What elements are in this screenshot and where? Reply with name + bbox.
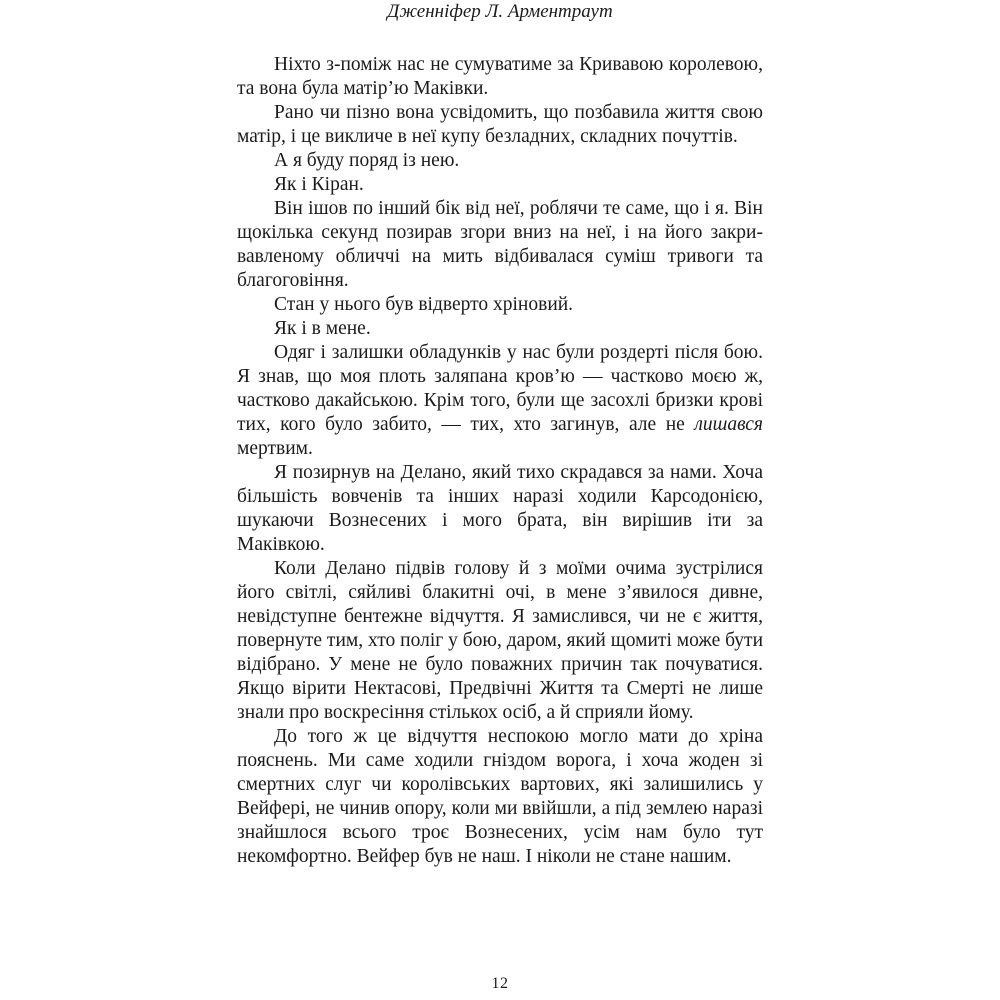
- paragraph: [237, 557, 763, 725]
- page-number: 12: [491, 975, 509, 992]
- text-segment: Одяг і залишки обладунків у нас були роздерті після бою. Я знав, що моя плоть заляпана кров’ю — частково моєю ж, частково дакайською. Крім того, були ще засохлі бризки крові тих, кого було забито, — тих, хто загинув, але не: [237, 342, 763, 435]
- text-segment: До того ж це відчуття неспокою могло мати до хріна пояснень. Ми саме ходили гніздом ворога, і хоча жоден зі смертних слуг чи королівських вартових, які залишились у Вейфері, не чинив опору, коли ми ввійшли, а під землею наразі знайшлося всього троє Вознесених, усім нам було тут некомфортно. Вейфер був не наш. І ніколи не стане нашим.: [237, 726, 763, 867]
- paragraph: [237, 197, 763, 293]
- text-segment: Коли Делано підвів голову й з моїми очима зустрілися його світлі, сяйливі блакитні очі, в мене з’явилося дивне, невідступне бентежне відчуття. Я замислився, чи не є життя, повернуте тим, хто поліг у бою, даром, який щомиті може бути відібрано. У мене не було поважних причин так почуватися. Якщо вірити Нектасові, Предвічні Життя та Смерті не лише знали про воскресіння стількох осіб, а й сприяли йому.: [237, 558, 763, 723]
- text-segment: Я позирнув на Делано, який тихо скрадався за нами. Хоча більшість вовченів та інших наразі ходили Карсодонією, шукаючи Вознесених і мого брата, він вирішив іти за Маківкою.: [237, 462, 763, 555]
- text-segment: Рано чи пізно вона усвідомить, що позбавила життя свою матір, і це викличе в неї купу безладних, складних почуттів.: [237, 102, 763, 147]
- italic-text-segment: лишався: [694, 414, 763, 435]
- paragraph: [237, 341, 763, 461]
- text-segment: Як і Кіран.: [274, 174, 364, 195]
- paragraph: [237, 173, 763, 197]
- paragraph: [237, 53, 763, 101]
- text-segment: Як і в мене.: [274, 318, 371, 339]
- text-segment: Стан у нього був відверто хріновий.: [274, 294, 574, 315]
- running-header: Дженніфер Л. Арментраут: [387, 1, 613, 22]
- text-segment: Ніхто з-поміж нас не сумуватиме за Кривавою королевою, та вона була матір’ю Маківки.: [237, 54, 763, 99]
- paragraph: [237, 317, 763, 341]
- body-text: [237, 53, 763, 869]
- text-segment: Він ішов по інший бік від неї, роблячи те саме, що і я. Він щокілька секунд позирав згори вниз на неї, і на його закривавленому обличчі на мить відбивалася суміш тривоги та благоговіння.: [237, 198, 763, 291]
- text-segment: мертвим.: [237, 438, 313, 459]
- paragraph: [237, 149, 763, 173]
- paragraph: [237, 461, 763, 557]
- paragraph: [237, 725, 763, 869]
- paragraph: [237, 293, 763, 317]
- text-segment: А я буду поряд із нею.: [274, 150, 460, 171]
- paragraph: [237, 101, 763, 149]
